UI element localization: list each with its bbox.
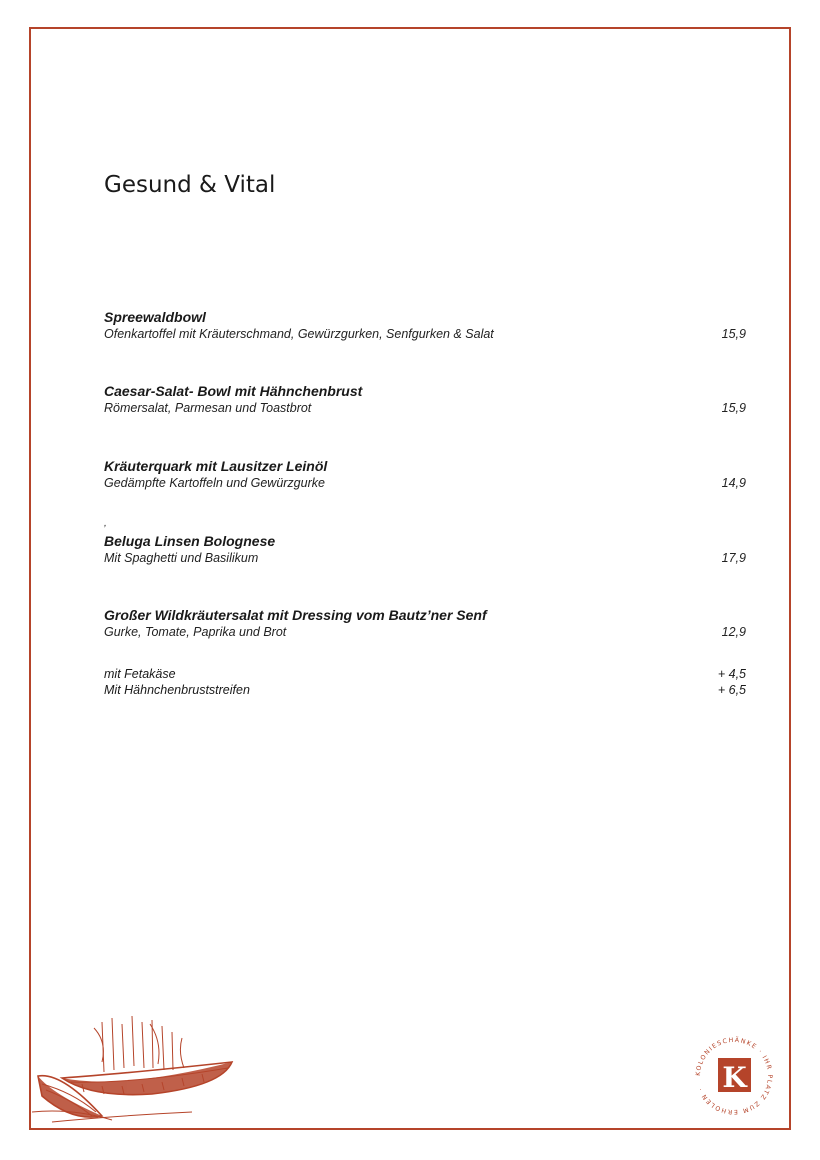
menu-item-name: Caesar-Salat- Bowl mit Hähnchenbrust xyxy=(104,383,363,399)
menu-item-price: 15,9 xyxy=(721,401,746,415)
addon-price: + 4,5 xyxy=(717,667,746,681)
menu-item xyxy=(104,383,746,416)
logo-letter: K xyxy=(722,1061,747,1094)
menu-item-price: 14,9 xyxy=(721,476,746,490)
logo-ring-text: KOLONIESCHÄNKE · IHR PLATZ ZUM ERHOLEN · xyxy=(694,1036,774,1116)
canoe-illustration xyxy=(32,1012,244,1130)
menu-item-name: Großer Wildkräutersalat mit Dressing vom Bautz’ner Senf xyxy=(104,607,487,623)
menu-item-name: Spreewaldbowl xyxy=(104,309,206,325)
menu-item-description: Mit Spaghetti und Basilikum xyxy=(104,551,259,565)
koloniesschaenke-logo xyxy=(684,1026,784,1126)
menu-item-description: Ofenkartoffel mit Kräuterschmand, Gewürzgurken, Senfgurken & Salat xyxy=(104,327,494,341)
menu-item-description: Gedämpfte Kartoffeln und Gewürzgurke xyxy=(104,476,325,490)
menu-item xyxy=(104,533,746,566)
menu-item-description: Gurke, Tomate, Paprika und Brot xyxy=(104,625,287,639)
menu-item-price: 17,9 xyxy=(721,551,746,565)
menu-item xyxy=(104,607,746,640)
stray-comma: , xyxy=(104,518,107,529)
menu-item-name: Beluga Linsen Bolognese xyxy=(104,533,276,549)
addon-row xyxy=(104,667,746,682)
menu-item-name: Kräuterquark mit Lausitzer Leinöl xyxy=(104,458,328,474)
addon-price: + 6,5 xyxy=(717,683,746,697)
menu-item xyxy=(104,309,746,342)
menu-item-price: 12,9 xyxy=(721,625,746,639)
menu-item-price: 15,9 xyxy=(721,327,746,341)
addon-row xyxy=(104,683,746,698)
menu-item-description: Römersalat, Parmesan und Toastbrot xyxy=(104,401,312,415)
addon-label: mit Fetakäse xyxy=(104,667,176,681)
addon-label: Mit Hähnchenbruststreifen xyxy=(104,683,250,697)
menu-item xyxy=(104,458,746,491)
page-title: Gesund & Vital xyxy=(104,172,276,198)
